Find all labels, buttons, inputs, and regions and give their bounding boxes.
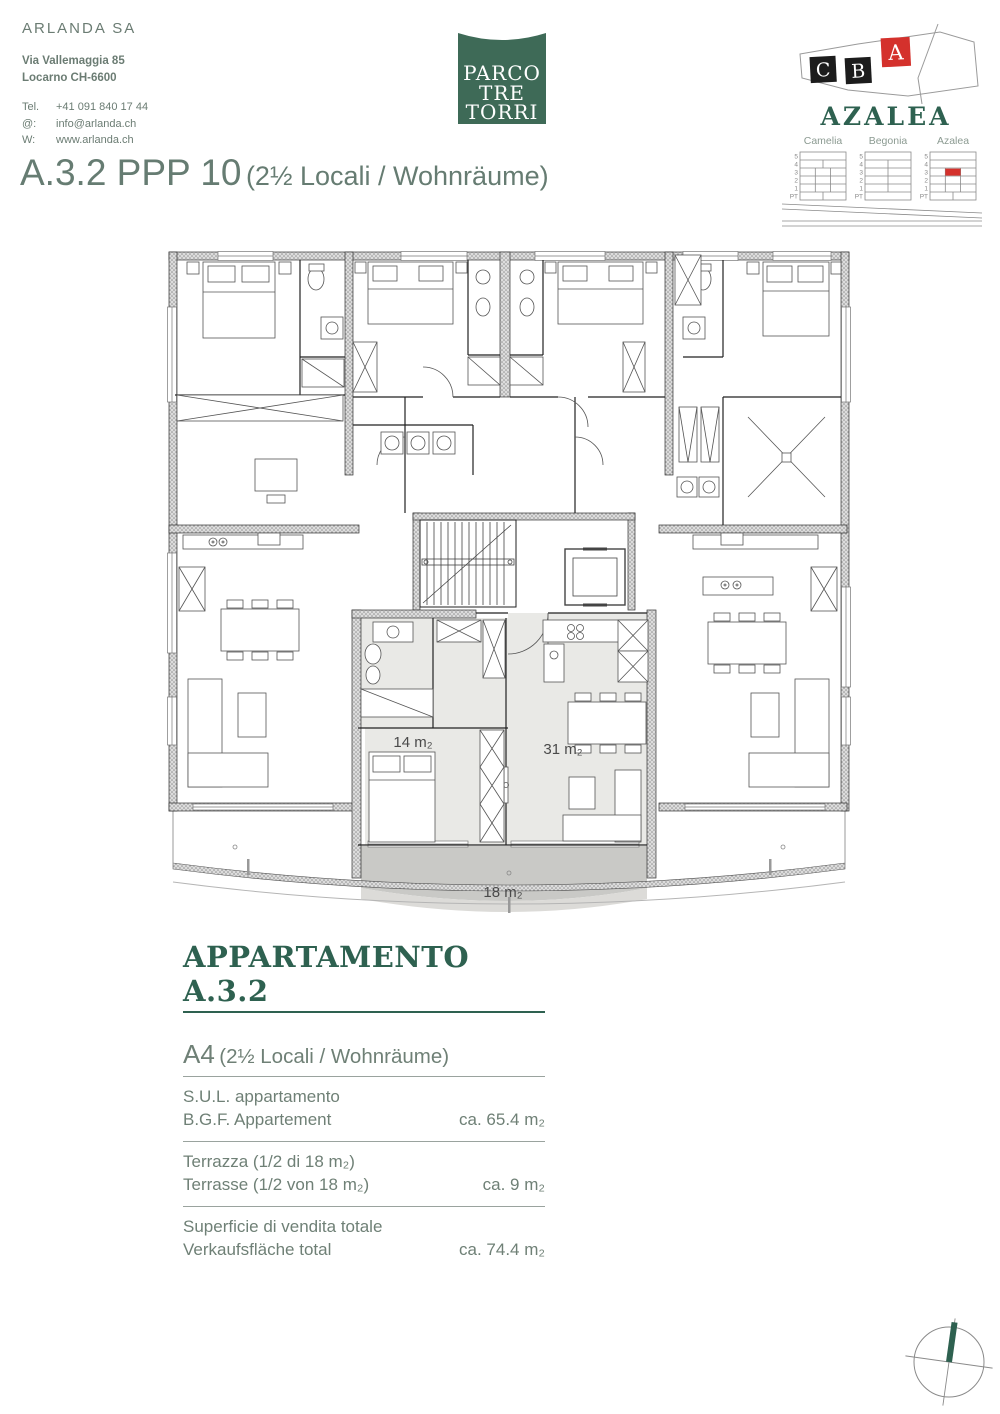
floor-label: 4 <box>924 161 928 169</box>
elevation-begonia <box>865 152 911 200</box>
elevator <box>565 549 625 605</box>
apartment-type: (2½ Locali / Wohnräume) <box>245 161 549 191</box>
floor-label: 1 <box>794 185 798 193</box>
detail-row-sul <box>183 1077 545 1142</box>
floor-label: 4 <box>794 161 798 169</box>
floor-label: 2 <box>924 177 928 185</box>
company-address <box>22 53 148 86</box>
left-living-furniture <box>179 533 303 787</box>
detail-line1: S.U.L. appartamento <box>183 1087 340 1106</box>
floor-label: 5 <box>859 153 863 161</box>
contact-value: +41 091 840 17 44 <box>56 101 149 114</box>
detail-row-terrace <box>183 1142 545 1207</box>
detail-line2: Terrasse (1/2 von 18 m₂) <box>183 1175 370 1195</box>
floor-label: 1 <box>924 185 928 193</box>
contact-row <box>22 116 148 133</box>
north-needle <box>949 1322 955 1362</box>
type-desc: (2½ Locali / Wohnräume) <box>219 1045 450 1068</box>
letterhead <box>22 20 148 149</box>
floor-label: 5 <box>924 153 928 161</box>
ground-lines <box>782 204 982 226</box>
detail-value: ca. 74.4 m₂ <box>459 1240 545 1260</box>
floor-label: 3 <box>924 169 928 177</box>
elevation-label-camelia: Camelia <box>803 135 843 147</box>
site-sketch <box>788 20 984 104</box>
tower-a-label: A <box>887 40 905 65</box>
floor-label: 3 <box>794 169 798 177</box>
contact-label: Tel. <box>22 101 40 114</box>
detail-value: ca. 9 m₂ <box>482 1175 545 1195</box>
detail-line2: Verkaufsfläche total <box>183 1240 332 1260</box>
detail-line2: B.G.F. Appartement <box>183 1110 332 1130</box>
apartment-code: A.3.2 PPP 10 <box>20 152 242 193</box>
elevation-azalea <box>930 152 976 200</box>
type-line <box>183 1039 545 1077</box>
details-heading: APPARTAMENTO A.3.2 <box>183 940 545 1013</box>
company-name: ARLANDA SA <box>22 20 137 37</box>
company-contacts <box>22 99 148 149</box>
stairs <box>422 522 514 605</box>
address-line1: Via Vallemaggia 85 <box>22 55 125 67</box>
elevation-label-begonia: Begonia <box>868 135 908 147</box>
elevation-camelia <box>800 152 846 200</box>
living-area-label: 31 m₂ <box>543 741 583 758</box>
floor-plan <box>163 247 855 923</box>
project-name: AZALEA <box>820 102 952 131</box>
right-apartment-furniture <box>675 255 841 497</box>
detail-value: ca. 65.4 m₂ <box>459 1110 545 1130</box>
bedroom-area-label: 14 m₂ <box>393 734 433 751</box>
compass-cross <box>903 1316 995 1408</box>
logo-line-2: TRE <box>479 81 525 105</box>
north-indicator <box>903 1316 995 1408</box>
contact-label: @: <box>22 117 37 130</box>
elevation-diagrams <box>780 134 984 228</box>
floor-label: 1 <box>859 185 863 193</box>
floor-label: 2 <box>794 177 798 185</box>
contact-value: info@arlanda.ch <box>56 117 137 130</box>
logo-line-3: TORRI <box>465 100 539 124</box>
stair-core <box>422 522 625 605</box>
contact-value: www.arlanda.ch <box>56 134 134 147</box>
detail-line1: Terrazza (1/2 di 18 m₂) <box>183 1151 355 1171</box>
detail-row-total <box>183 1207 545 1271</box>
contact-row <box>22 132 148 149</box>
floor-label: PT <box>919 193 928 201</box>
contact-label: W: <box>22 134 36 147</box>
page-title <box>20 152 549 194</box>
terrace-area-label: 18 m₂ <box>483 884 523 901</box>
corner-room-mark <box>748 417 825 497</box>
floor-label: 2 <box>859 177 863 185</box>
type-code: A4 <box>183 1039 215 1069</box>
detail-labels <box>183 1215 382 1262</box>
floor-label: 3 <box>859 169 863 177</box>
contact-row <box>22 99 148 116</box>
floor-label: 4 <box>859 161 863 169</box>
detail-labels <box>183 1150 369 1197</box>
tower-markers <box>809 37 912 86</box>
tower-c-label: C <box>815 59 832 82</box>
tower-b-label: B <box>850 60 866 83</box>
detail-line1: Superficie di vendita totale <box>183 1216 383 1236</box>
parco-tre-torri-logo <box>458 24 546 124</box>
apartment-details <box>183 940 545 1271</box>
floor-label: 5 <box>794 153 798 161</box>
right-living-furniture <box>693 533 837 787</box>
detail-labels <box>183 1085 340 1132</box>
floor-label: PT <box>789 193 798 201</box>
address-line2: Locarno CH-6600 <box>22 71 117 84</box>
floor-label: PT <box>854 193 863 201</box>
logo-line-1: PARCO <box>463 61 541 85</box>
elevation-label-azalea: Azalea <box>936 135 970 147</box>
highlighted-floor-cell <box>945 169 960 176</box>
